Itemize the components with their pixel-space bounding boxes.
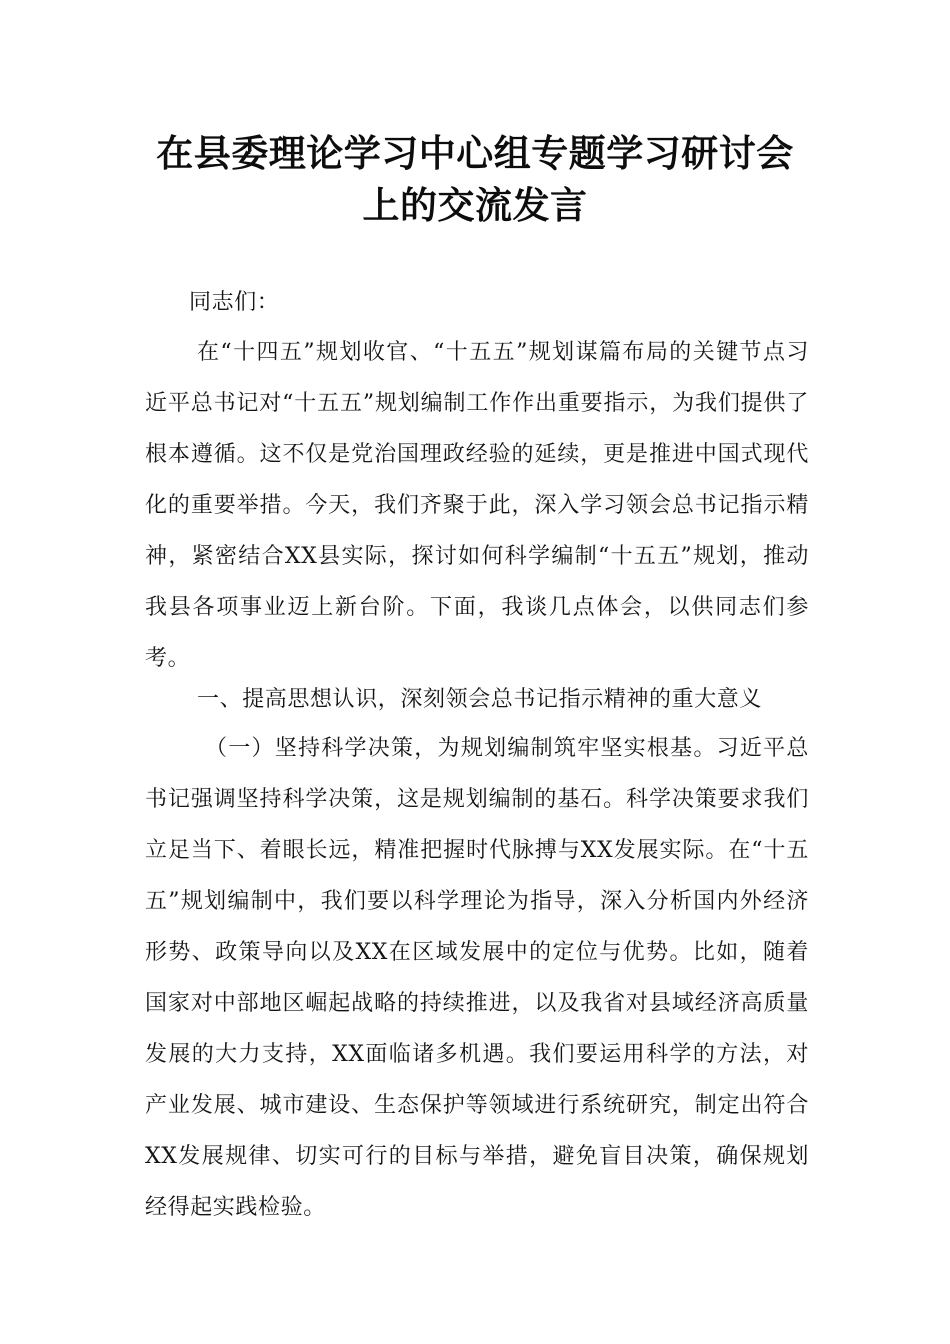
paragraph-intro: 在“十四五”规划收官、“十五五”规划谋篇布局的关键节点习近平总书记对“十五五”规划编制工作作出重要指示，为我们提供了根本遵循。这不仅是党治国理政经验的延续，更是推进中国式现代化的重要举措。今天，我们齐聚于此，深入学习领会总书记指示精神，紧密结合XX县实际，探讨如何科学编制“十五五”规划，推动我县各项事业迈上新台阶。下面，我谈几点体会，以供同志们参考。 [145,340,809,671]
paragraph-scientific-decision: （一）坚持科学决策，为规划编制筑牢坚实根基。习近平总书记强调坚持科学决策，这是规划编制的基石。科学决策要求我们立足当下、着眼长远，精准把握时代脉搏与XX发展实际。在“十五五”规划编制中，我们要以科学理论为指导，深入分析国内外经济形势、政策导向以及XX在区域发展中的定位与优势。比如，随着国家对中部地区崛起战略的持续推进，以及我省对县域经济高质量发展的大力支持，XX面临诸多机遇。我们要运用科学的方法，对产业发展、城市建设、生态保护等领域进行系统研究，制定出符合XX发展规律、切实可行的目标与举措，避免盲目决策，确保规划经得起实践检验。 [145,736,809,1220]
document-title: 在县委理论学习中心组专题学习研讨会上的交流发言 [156,132,794,227]
salutation: 同志们： [189,290,280,315]
section-heading: 一、提高思想认识，深刻领会总书记指示精神的重大意义 [197,687,763,712]
